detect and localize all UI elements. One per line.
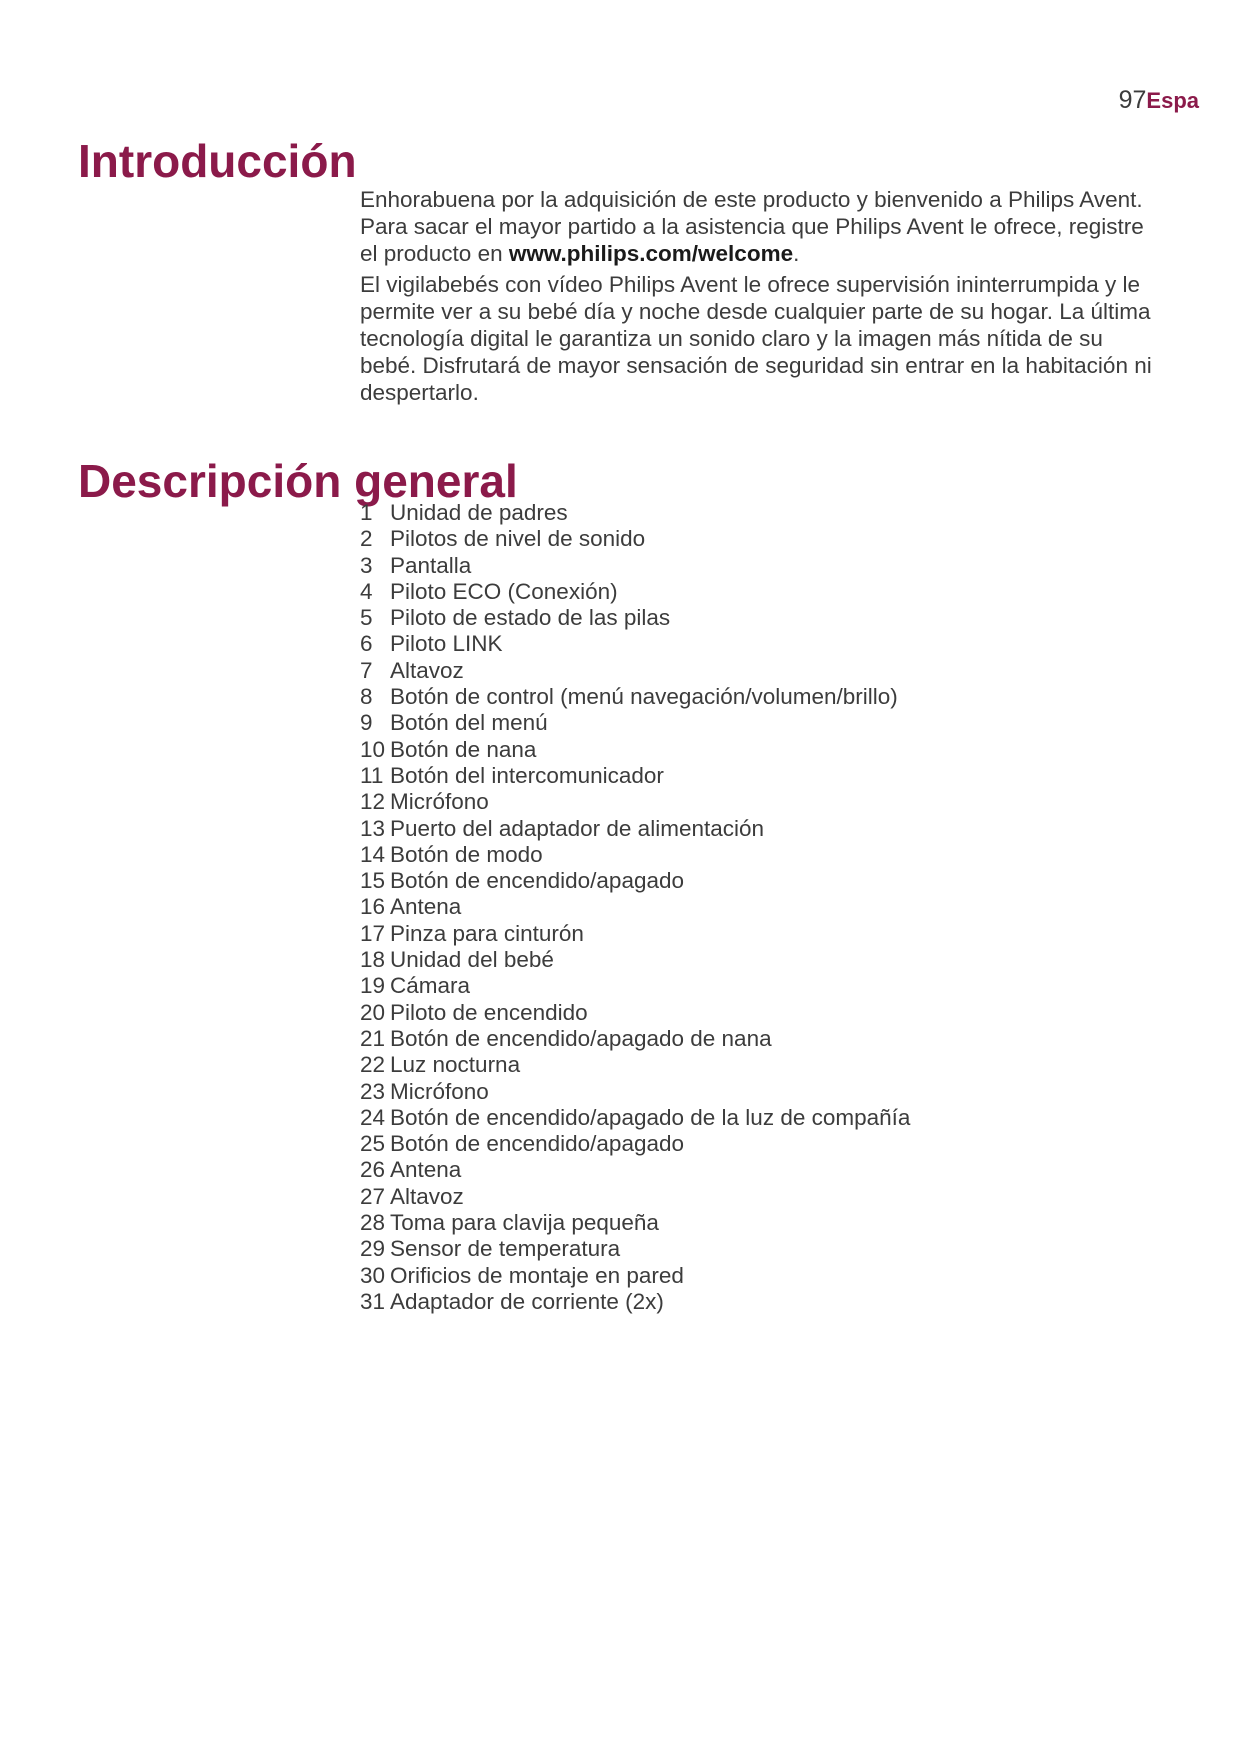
list-item xyxy=(360,605,910,631)
list-item xyxy=(360,973,910,999)
list-item-number: 26 xyxy=(360,1157,386,1183)
list-item xyxy=(360,816,910,842)
list-item-label: Micrófono xyxy=(390,789,489,815)
list-item-number: 6 xyxy=(360,631,373,657)
list-item-label: Botón de control (menú navegación/volumen/brillo) xyxy=(390,684,898,710)
list-item xyxy=(360,500,910,526)
list-item-label: Orificios de montaje en pared xyxy=(390,1262,684,1288)
list-item xyxy=(360,1210,910,1236)
list-item xyxy=(360,1131,910,1157)
list-item-number: 11 xyxy=(360,762,384,788)
intro-section xyxy=(360,186,1160,410)
list-item-number: 13 xyxy=(360,815,386,841)
list-item-label: Piloto ECO (Conexión) xyxy=(390,578,618,604)
list-item-number: 24 xyxy=(360,1104,386,1130)
list-item xyxy=(360,1105,910,1131)
list-item-label: Botón de encendido/apagado xyxy=(390,868,685,894)
parts-list xyxy=(360,500,910,1315)
list-item-number: 21 xyxy=(360,1025,386,1051)
list-item xyxy=(360,526,910,552)
list-item-label: Botón de encendido/apagado xyxy=(390,1131,685,1157)
list-item-label: Micrófono xyxy=(390,1078,489,1104)
list-item-label: Piloto LINK xyxy=(390,631,503,657)
list-item-label: Altavoz xyxy=(390,1183,464,1209)
list-item-label: Botón de encendido/apagado de nana xyxy=(390,1025,772,1051)
language-label: Espa xyxy=(1146,88,1199,113)
list-item-label: Adaptador de corriente (2x) xyxy=(390,1288,664,1314)
list-item-number: 16 xyxy=(360,894,386,920)
list-item-number: 30 xyxy=(360,1262,386,1288)
intro-paragraph-1-text: Enhorabuena por la adquisición de este producto y bienvenido a Philips Avent. Para sacar el mayor partido a la asistencia que Philips Avent le ofrece, registre el producto en xyxy=(360,187,1144,266)
list-item xyxy=(360,894,910,920)
list-item-label: Botón del intercomunicador xyxy=(390,762,664,788)
list-item-number: 23 xyxy=(360,1078,386,1104)
list-item-label: Piloto de encendido xyxy=(390,999,588,1025)
list-item-number: 2 xyxy=(360,526,373,552)
list-item-number: 28 xyxy=(360,1210,386,1236)
list-item xyxy=(360,789,910,815)
list-item-label: Botón de modo xyxy=(390,841,543,867)
list-item-number: 19 xyxy=(360,973,386,999)
list-item-number: 5 xyxy=(360,605,373,631)
list-item xyxy=(360,868,910,894)
list-item xyxy=(360,1026,910,1052)
list-item xyxy=(360,1236,910,1262)
list-item-label: Piloto de estado de las pilas xyxy=(390,605,671,631)
list-item-label: Botón del menú xyxy=(390,710,548,736)
overview-heading: Descripción general xyxy=(78,455,518,507)
list-item-number: 29 xyxy=(360,1236,386,1262)
list-item xyxy=(360,763,910,789)
list-item-label: Unidad de padres xyxy=(390,500,568,525)
list-item-number: 9 xyxy=(360,710,373,736)
list-item-number: 15 xyxy=(360,868,386,894)
list-item-number: 20 xyxy=(360,999,386,1025)
page-number-value: 97 xyxy=(1118,86,1147,114)
list-item-label: Antena xyxy=(390,894,462,920)
list-item-label: Toma para clavija pequeña xyxy=(390,1210,659,1236)
list-item-label: Pilotos de nivel de sonido xyxy=(390,526,646,552)
list-item-number: 3 xyxy=(360,552,373,578)
list-item xyxy=(360,842,910,868)
list-item xyxy=(360,579,910,605)
list-item xyxy=(360,947,910,973)
list-item xyxy=(360,553,910,579)
list-item-number: 7 xyxy=(360,657,373,683)
list-item-number: 12 xyxy=(360,789,386,815)
list-item-label: Altavoz xyxy=(390,657,464,683)
list-item-number: 17 xyxy=(360,920,386,946)
intro-paragraph-2: El vigilabebés con vídeo Philips Avent le ofrece supervisión ininterrumpida y le permite ver a su bebé día y noche desde cualquier parte de su hogar. La última tecnología digital le garantiza un sonido claro y la imagen más nítida de su bebé. Disfrutará de mayor sensación de seguridad sin entrar en la habitación ni despertarlo. xyxy=(360,272,1152,405)
intro-paragraph-1 xyxy=(360,186,1160,267)
list-item xyxy=(360,1184,910,1210)
list-item-number: 31 xyxy=(360,1288,386,1314)
list-item xyxy=(360,710,910,736)
list-item xyxy=(360,1052,910,1078)
list-item xyxy=(360,631,910,657)
list-item-number: 22 xyxy=(360,1052,386,1078)
intro-paragraph-1-end: . xyxy=(793,241,800,266)
welcome-url-link[interactable]: www.philips.com/welcome xyxy=(508,241,794,266)
list-item-label: Pinza para cinturón xyxy=(390,920,584,946)
list-item xyxy=(360,1000,910,1026)
list-item-label: Cámara xyxy=(390,973,471,999)
page-number xyxy=(1119,86,1199,115)
list-item-label: Botón de nana xyxy=(390,736,537,762)
list-item xyxy=(360,658,910,684)
list-item-number: 18 xyxy=(360,947,386,973)
list-item-number: 8 xyxy=(360,684,373,710)
list-item-label: Luz nocturna xyxy=(390,1052,521,1078)
intro-heading: Introducción xyxy=(78,135,357,187)
list-item-number: 10 xyxy=(360,736,386,762)
list-item-number: 4 xyxy=(360,578,373,604)
list-item xyxy=(360,921,910,947)
list-item-label: Antena xyxy=(390,1157,462,1183)
list-item-number: 25 xyxy=(360,1131,386,1157)
list-item-label: Botón de encendido/apagado de la luz de compañía xyxy=(390,1104,911,1130)
list-item xyxy=(360,1263,910,1289)
list-item-number: 27 xyxy=(360,1183,386,1209)
list-item-label: Pantalla xyxy=(390,552,472,578)
list-item-number: 1 xyxy=(360,500,373,525)
list-item-label: Sensor de temperatura xyxy=(390,1236,621,1262)
list-item-label: Puerto del adaptador de alimentación xyxy=(390,815,765,841)
list-item-label: Unidad del bebé xyxy=(390,947,554,973)
list-item xyxy=(360,1157,910,1183)
list-item xyxy=(360,684,910,710)
list-item xyxy=(360,1289,910,1315)
list-item-number: 14 xyxy=(360,841,386,867)
list-item xyxy=(360,1079,910,1105)
list-item xyxy=(360,737,910,763)
